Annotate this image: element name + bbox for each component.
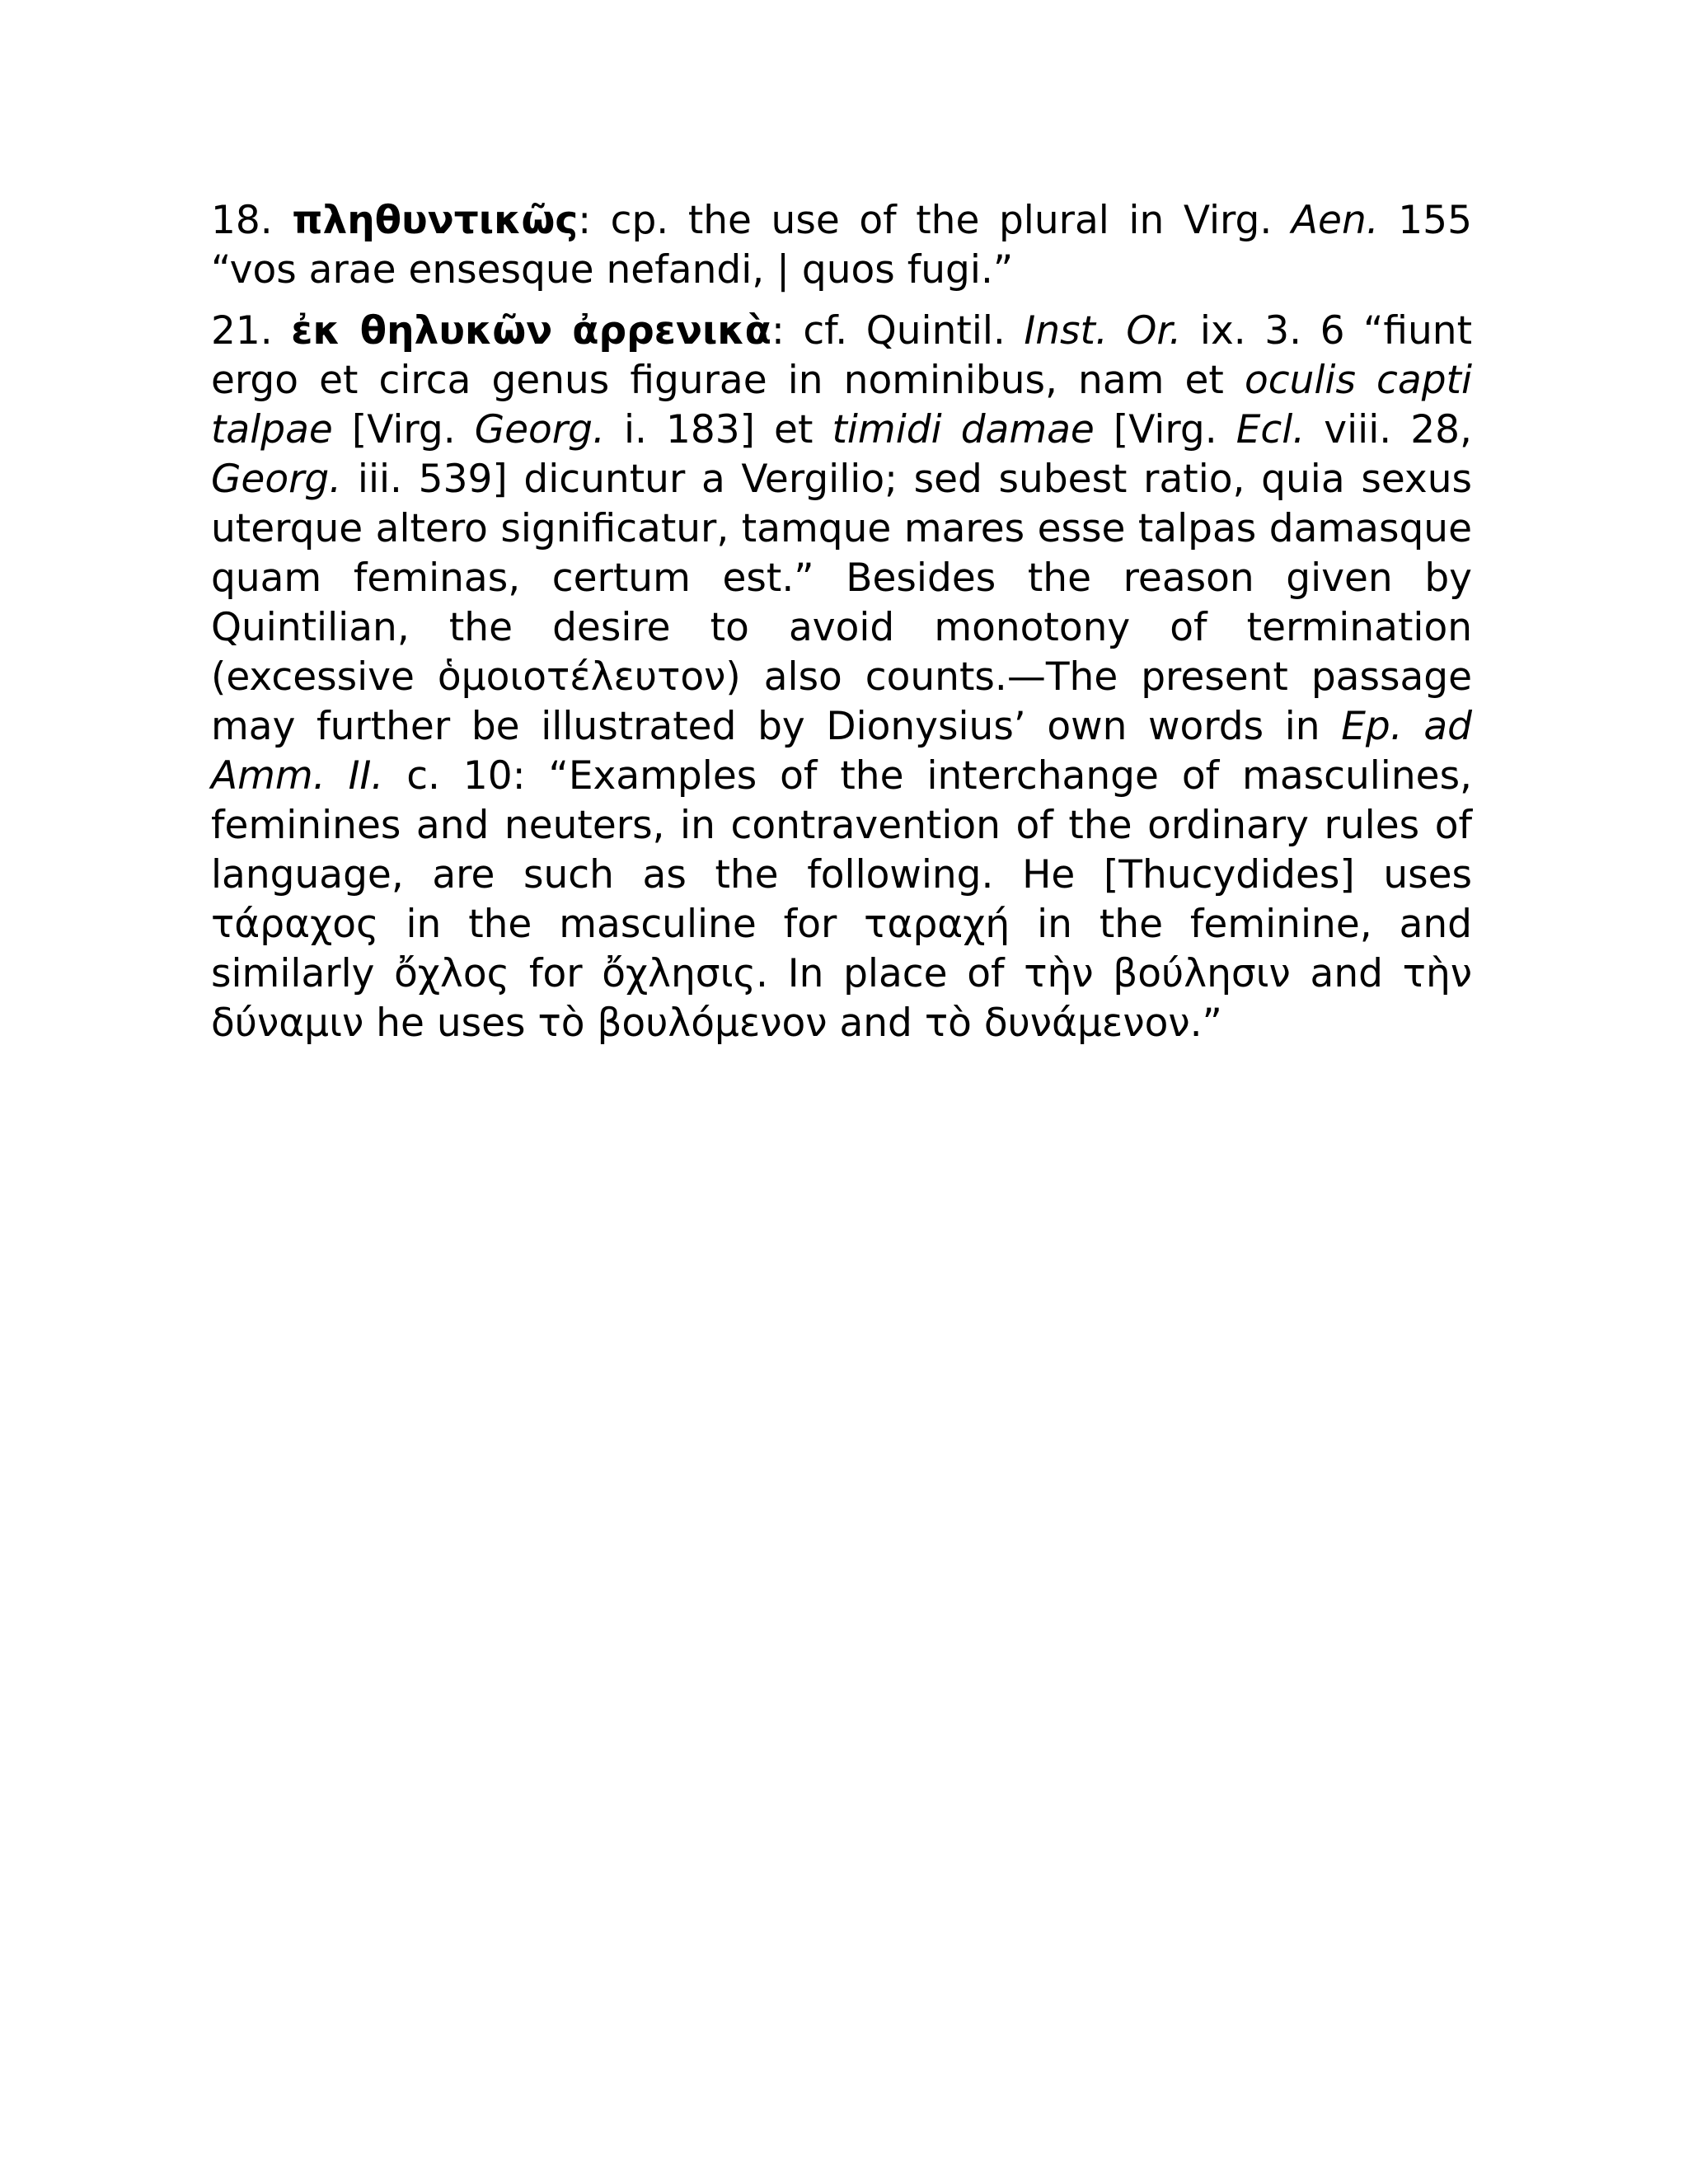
note-text: [Virg. [332, 407, 475, 452]
note-text-italic: Ecl. [1236, 407, 1306, 452]
note-text-italic: Georg. [211, 457, 342, 502]
note-text-italic: Georg. [474, 407, 605, 452]
note-text: c. 10: “Examples of the interchange of masculines, feminines and neuters, in contravention of the ordinary rules of language, are such as the following. He [Thucydides] uses τάραχος in the masculine for ταραχή in the feminine, and similarly ὄχλος for ὄχλησις. In place of τὴν βούλησιν and τὴν δύναμιν he uses τὸ βουλόμενον and τὸ δυνάμενον.” [211, 753, 1472, 1046]
note-text-italic: Inst. Or. [1024, 308, 1182, 354]
note-text: iii. 539] dicuntur a Vergilio; sed subest ratio, quia sexus uterque altero significatur, tamque mares esse talpas damasque quam feminas, certum est.” Besides the reason given by Quintilian, the desire to avoid monotony of termination (excessive ὁμοιοτέλευτον) also counts.—The present passage may further be illustrated by Dionysius’ own words in [211, 457, 1472, 749]
note-text: i. 183] et [604, 407, 832, 452]
commentary-text [211, 196, 1472, 1060]
note-text: viii. 28, [1305, 407, 1472, 452]
note-text-italic: oculis capti talpae [211, 358, 1473, 452]
note-text: : cf. Quintil. [771, 308, 1025, 354]
note-text: : cp. the use of the plural in Virg. [578, 198, 1292, 243]
note-text-italic: Ep. ad Amm. II. [211, 704, 1472, 799]
note-text: ix. 3. 6 “fiunt ergo et circa genus figurae in nominibus, nam et [211, 308, 1473, 403]
note-lemma: πληθυντικῶς [292, 198, 579, 243]
note-lemma: ἐκ θηλυκῶν ἀρρενικὰ [291, 308, 771, 354]
note-text-italic: Aen. [1291, 198, 1379, 243]
note-text: [Virg. [1094, 407, 1236, 452]
note-number: 18. [211, 198, 273, 243]
note-text-italic: timidi damae [832, 407, 1095, 452]
note-21 [211, 307, 1472, 1048]
note-text: 155 “vos arae ensesque nefandi, | quos fugi.” [211, 198, 1472, 293]
note-18 [211, 196, 1472, 295]
note-number: 21. [211, 308, 273, 354]
